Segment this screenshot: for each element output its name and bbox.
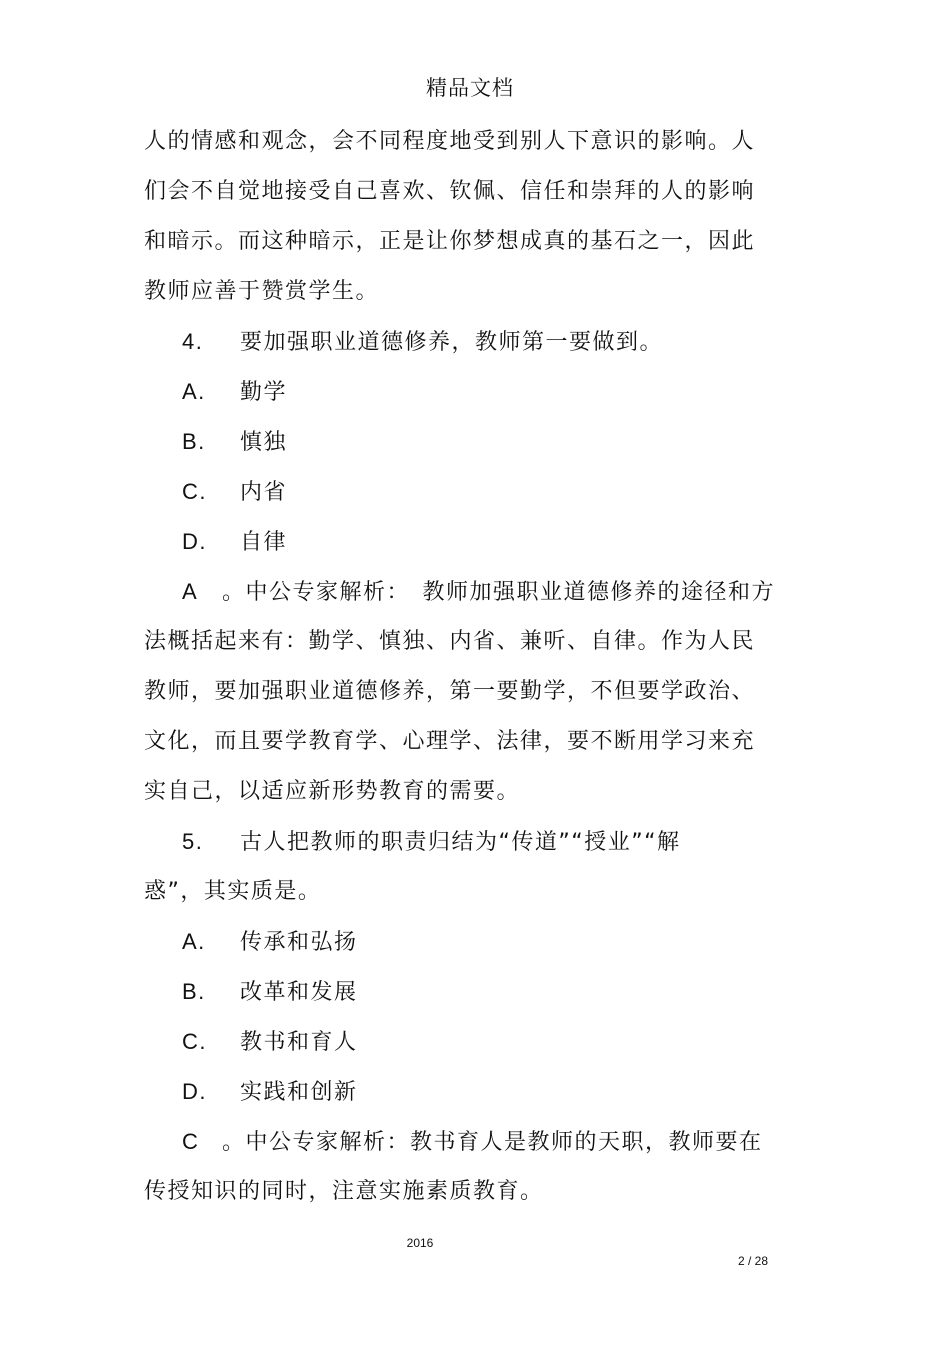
q4-option-a	[182, 378, 287, 407]
answer-explanation-line: 法概括起来有：勤学、慎独、内省、兼听、自律。作为人民	[144, 629, 756, 654]
option-text: 自律	[240, 530, 288, 555]
answer-explanation: 。中公专家解析：教书育人是教师的天职，教师要在	[222, 1130, 763, 1155]
option-label: C.	[182, 479, 207, 504]
q5-option-b	[182, 978, 358, 1007]
option-text: 实践和创新	[240, 1080, 358, 1105]
footer-year: 2016	[406, 1236, 434, 1250]
option-label: D.	[182, 529, 207, 554]
answer-letter: C	[182, 1129, 200, 1154]
q5-option-a	[182, 928, 358, 957]
page-number: 2 / 28	[738, 1254, 769, 1268]
q4-option-b	[182, 428, 287, 457]
q4-answer	[182, 578, 775, 607]
answer-explanation-line: 传授知识的同时，注意实施素质教育。	[144, 1179, 544, 1204]
paragraph-line: 和暗示。而这种暗示，正是让你梦想成真的基石之一，因此	[144, 229, 756, 254]
option-text: 内省	[240, 480, 288, 505]
answer-explanation-line: 实自己，以适应新形势教育的需要。	[144, 779, 521, 804]
option-label: A.	[182, 379, 206, 404]
answer-explanation-line: 教师，要加强职业道德修养，第一要勤学，不但要学政治、	[144, 679, 756, 704]
question-4-stem	[182, 328, 663, 357]
option-text: 改革和发展	[240, 980, 358, 1005]
answer-letter: A	[182, 579, 199, 604]
option-text: 慎独	[240, 430, 288, 455]
option-text: 勤学	[240, 380, 288, 405]
question-text-line: 惑”，其实质是。	[144, 879, 322, 904]
q5-answer	[182, 1128, 763, 1157]
paragraph-line: 们会不自觉地接受自己喜欢、钦佩、信任和崇拜的人的影响	[144, 179, 756, 204]
answer-explanation-line: 文化，而且要学教育学、心理学、法律，要不断用学习来充	[144, 729, 756, 754]
page-header: 精品文档	[426, 76, 514, 100]
question-number: 5.	[182, 829, 204, 854]
q4-option-c	[182, 478, 287, 507]
option-label: B.	[182, 429, 206, 454]
answer-explanation: 。中公专家解析： 教师加强职业道德修养的途径和方	[222, 580, 776, 605]
option-text: 教书和育人	[240, 1030, 358, 1055]
q4-option-d	[182, 528, 287, 557]
option-label: B.	[182, 979, 206, 1004]
paragraph-line: 教师应善于赞赏学生。	[144, 279, 380, 304]
paragraph-line: 人的情感和观念，会不同程度地受到别人下意识的影响。人	[144, 129, 756, 154]
option-label: D.	[182, 1079, 207, 1104]
question-text: 古人把教师的职责归结为“传道”“授业”“解	[240, 830, 681, 855]
option-label: A.	[182, 929, 206, 954]
question-5-stem	[182, 828, 681, 857]
q5-option-d	[182, 1078, 358, 1107]
option-text: 传承和弘扬	[240, 930, 358, 955]
q5-option-c	[182, 1028, 358, 1057]
question-number: 4.	[182, 329, 204, 354]
question-text: 要加强职业道德修养，教师第一要做到。	[240, 330, 664, 355]
option-label: C.	[182, 1029, 207, 1054]
